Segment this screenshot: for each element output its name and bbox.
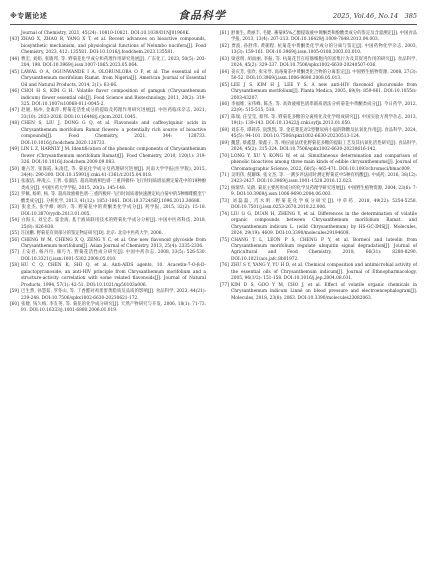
reference-entry <box>220 263 417 282</box>
reference-entry <box>10 218 206 231</box>
reference-entry <box>220 141 417 154</box>
reference-entry <box>220 154 417 173</box>
reference-entry <box>10 70 206 89</box>
reference-text: 刘东芬, 谭莉莎, 阮凯凯, 等. 金花菜花对2型糖尿病小鼠的降糖及抗氧化作用[J]. 食品科学, 2024, 45(5): 94-101. DOI:10.7506/spkx1002-6630-20230513-124. <box>231 127 417 140</box>
reference-text: 魏慧, 蔡鑫慧, 梁鑫子, 等. 响应面法优化野菊花多糖的提取工艺及其抗氧化活性研究[J]. 食品科学, 2024, 45(2): 315-324. DOI:10.7506/spkx1002-6630-20230616-142. <box>231 140 417 153</box>
reference-number: [56] <box>10 237 19 243</box>
reference-text: 王安君, 杨丹丹, 颜巧力. 野菊花活性成分研究[J]. 中国中药杂志, 2008, 33(5): 526-530. DOI:10.3321/j.issn:1001-5302.2008.05.010. <box>21 250 206 262</box>
reference-number: [47] <box>10 108 19 114</box>
reference-entry <box>10 192 206 205</box>
reference-text: 李福维, 宋伟峰, 陈杰, 等. 高效液相色谱串联质谱法分析菊花中黄酮类成分[J]. 今日药学, 2012, 22(9): 515-515, 518. <box>231 101 417 114</box>
reference-number: [53] <box>10 205 19 211</box>
reference-entry <box>220 57 417 70</box>
reference-entry <box>220 238 417 264</box>
reference-number: [77] <box>220 282 229 288</box>
reference-text: 梁意明, 胡雨丽, 李振, 等. 杭菊花苷在结肠细胞内的富集行为及其促进作用的研究[J]. 食品科学, 2024, 45(2): 329-337. DOI:10.7506/spkx1002-6630-20240507-036. <box>231 56 417 69</box>
reference-entry <box>220 102 417 115</box>
reference-number: [45] <box>10 69 19 75</box>
reference-text: 吴明伟, 倪耀珠, 张文杰, 等. 一测多评法同时测定野菊花中5种有机酸[J]. 中成药, 2016, 38(12): 2423-2427. DOI:10.3969/j.issn.1001-1528.2016.12.023. <box>231 172 417 185</box>
reference-number: [65] <box>220 82 229 88</box>
reference-text: KIM D S, GOO Y M, CHO J, et al. Effect of volatile organic chemicals in Chrysanthemum indicum Linné on blood pressure and electroencephalogram[J]. Molecules, 2018, 23(8): 2063. DOI:10.3390/molecules23082063. <box>231 282 417 301</box>
reference-number: [64] <box>220 69 229 75</box>
reference-text: CHOI H S, KIM G H. Volatile flavor composition of gamguk (Chrysanthemum indicum) flower essential oils[J]. Food Science and Biotechnology, 2011, 20(2): 319-325. DOI:10.1007/s10068-011-0045-2. <box>21 89 206 107</box>
reference-number: [61] <box>220 31 229 36</box>
reference-text: LAWAL O A, OGUNWANDE I A, OLORUNLOBA O F, et al. The essential oil of Chrysanthemum morifolium Ramat. from Nigeria[J]. American Journal of Essential Oil and Natural Products, 2014, 2(1): 63-66. <box>21 69 206 88</box>
reference-number: [44] <box>10 56 19 62</box>
reference-number: [49] <box>10 147 19 153</box>
reference-entry <box>220 212 417 238</box>
reference-entry <box>220 31 417 44</box>
reference-text: 陈瑞, 任莹莹, 蔡邦. 等. 野菊花多糖的分离纯化及化学组成研究[J]. 中国实验方剂学杂志, 2013, 19(1): 139-143. DOI:10.13422/j.cnki.syfjx.2013.01.050. <box>231 114 417 127</box>
reference-entry <box>10 289 206 302</box>
reference-entry <box>10 205 206 218</box>
reference-number: [75] <box>220 237 229 243</box>
reference-number: [58] <box>10 263 19 269</box>
reference-number: [60] <box>10 302 19 308</box>
journal-logo: 食品科学 <box>178 9 226 22</box>
reference-text: 曹宏, 刘娟, 张敏邦, 等. 野菊花化学成分和药理作用研究进展[J]. 广东化工, 2023, 50(5): 203-204, 198. DOI:10.3969/j.issn.1007-1865.2023.05.064. <box>21 56 206 69</box>
reference-text: 张淑洁, 钟凌云. 王智. 张淑洁. 超高效液相色谱-三重四极杆-飞行时间质谱法测定菊花中的19种酚类成分[J]. 中国医药大学学报, 2015, 20(3): 145-148. <box>21 179 206 191</box>
reference-text: 杨瑞华, 吴蔚. 菊花主要药用成分的化学及药理学研究进展[J]. 中国野生植物资源, 2004, 23(6): 7-9. DOI:10.3969/j.issn.1006-9690.2004.06.003. <box>231 185 417 198</box>
reference-number: [59] <box>10 289 19 295</box>
reference-number: [62] <box>220 43 229 49</box>
reference-text: 舒俊生, 黄丽丰, 毛健. 蕃菊95%乙醇提取液中黄酮类和酚酸类成分的鉴定及含量测定[J]. 中国食品学报, 2013, 13(4): 207-213. DOI:10.16429/j.1009-7848.2013.04.003. <box>231 31 417 43</box>
reference-number: [43] <box>10 37 19 43</box>
issue-info: 2025, Vol.46, No.14 385 <box>333 12 417 20</box>
reference-text: LEE J S, KIM H J, LEE Y S. A new anti-HIV flavonoid glucuronide from Chrysanthemum morifolium[J]. Planta Medica, 2005, 69(9): 859-861. DOI:10.1055/s-2003-43207. <box>231 82 417 101</box>
reference-text: 贾波, 孙舒伟, 黄朝程. 杭菊花中黄酮类化学成分的分离与鉴定[J]. 中国药物化学杂志, 2003, 13(3): 159-161. DOI:10.3969/j.issn.1005-0108.2003.03.010. <box>231 43 417 56</box>
reference-number: [57] <box>10 250 19 256</box>
reference-entry <box>220 173 417 186</box>
reference-entry <box>10 37 206 56</box>
reference-number: [48] <box>10 121 19 127</box>
reference-entry <box>10 179 206 192</box>
reference-number: [50] <box>10 166 19 172</box>
reference-text: 张婕, 钱久梅, 李友英, 等. 菊花的化学成分研究[J]. 天然产物研究与开发, 2006, 18(1): 71-73, 91. DOI:10.16333/j.1001-6880.2006.01.019. <box>21 302 206 314</box>
reference-text: 白海玉, 刘宝忠, 霍金海, 基于液质联用技术的野菊化学成分分析[J]. 中国中医药科技, 2018, 25(8): 826-830. <box>21 218 206 230</box>
reference-text: 汪国鹏. 野菊花有效部分的鉴定物证研究[D]. 北京: 北京中医药大学, 2006. <box>21 231 163 237</box>
reference-entry <box>10 167 206 180</box>
reference-number: [54] <box>10 218 19 224</box>
reference-entry <box>10 250 206 263</box>
reference-number: [68] <box>220 127 229 133</box>
reference-text: 赵媛, 杨冲, 金素萍. 野菊花活性成分的提取及药理作用研究进展[J]. 中医药临床杂志, 2021, 33(10): 2023-2026. DOI:10.16448/j.cjtcm.2021.1045. <box>21 108 206 120</box>
reference-number: [73] <box>220 198 229 204</box>
reference-text: 姜庆芳, 张欣, 张宋琴. 高毒菊茶中黄酮类化合物的分离鉴定[J]. 中国野生植物资源, 2008, 27(3): 50-52. DOI:10.3969/j.issn.1006-9690.2008.05.013. <box>231 69 417 82</box>
reference-entry <box>10 108 206 121</box>
reference-number: [52] <box>10 192 19 198</box>
page-header <box>0 0 427 26</box>
reference-number: [46] <box>10 89 19 95</box>
reference-entry <box>10 302 206 315</box>
reference-entry <box>220 128 417 141</box>
reference-text: 刘磊磊, 肖水明. 野菊花化学成分研究[J]. 中草药, 2018, 49(22): 5254-5258. DOI:10.7501/j.issn.0253-2670.2018.22.006. <box>231 198 417 211</box>
reference-number: [70] <box>220 153 229 159</box>
reference-number: [76] <box>220 263 229 269</box>
reference-text: 张金杰, 张学峰, 顾玲, 等. 野菊花中的黄酮类化学成分[J]. 药学报, 2015, 32(2): 15-18. DOI:10.3870/yydb.2013.01.005. <box>21 205 206 217</box>
reference-text: Journal of Chemistry, 2021, 45(24): 10810-10821. DOI:10.1039/D1NJ01960K. <box>21 31 190 36</box>
reference-text: LIN L Z, HARNLY J M. Identification of the phenolic components of Chrysanthemum flower (Chrysanthemum morifolium Ramat)[J]. Food Chemistry, 2010, 120(1): 319-326. DOI:10.1016/j.foodchem.2009.09.083. <box>21 147 206 166</box>
reference-text: CHANG T L, LEON P S, CHENG P Y, et al. Borneol and luteolin from Chrysanthemum morifolium regulate ubiquitin signal degradation[J]. Journal of Agricultural and Food Chemistry, 2018, 66(31): 8280-8290. DOI:10.1021/acs.jafc.8b01972. <box>231 237 417 262</box>
reference-number: [71] <box>220 172 229 178</box>
reference-text: CHEN S, LIU J, DONG G Q, et al. Flavonoids and caffeoylquinic acids in Chrysanthemum morifolium Ramat flowers: a potentially rich source of bioactive compounds[J]. Food Chemistry, 2021, 344: 128733. DOI:10.1016/j.foodchem.2020.128733. <box>21 121 206 146</box>
reference-number: [72] <box>220 185 229 191</box>
reference-text: LONG Y, XU Y, KONG W, et al. Simultaneous determination and comparison of phenolic bioactives among three main kinds of edible chrysanthemums[J]. Journal of Chromatographic Science, 2022, 60(5): 465-471. DOI:10.1093/chromsci/bmac009. <box>231 153 417 172</box>
reference-text: 谢占芳, 张保霞, 朱凌佳, 等. 菊花化学成分及药理研究进展[J]. 河南大学学报(医学版), 2015, 34(4): 290-300. DOI:10.15991/j.cnki.41-1361/r.2015.04.018. <box>21 166 206 178</box>
references-right-column <box>220 31 417 302</box>
reference-text: LIU G G, DUAN H, ZHENG Y, et al. Differences in the determination of volatile organic compounds between Chrysanthemum morifolium Ramat. and Chrysanthemum indicum L. (wild Chrysanthemum) by HS-GC-IMS[J]. Molecules, 2024, 29(19): 4609. DOI:10.3390/molecules29194609. <box>231 211 417 237</box>
reference-entry <box>10 238 206 251</box>
reference-text: 巴生然, 孙慧茹, 罗冬山, 等. 丁香醛对鸡蛋蛋黄脂质及品质的影响[J]. 食品科学, 2023, 44(21): 239-248. DOI:10.7506/spkx1002-6630-20230621-172. <box>21 289 206 301</box>
header-rule <box>10 24 417 25</box>
section-label: ※专题论述 <box>10 12 48 20</box>
reference-entry <box>10 89 206 108</box>
reference-text: CHENG W M, CHENG X Q, ZENG Y C, et al. One new flavonoid glycoside from Chrysanthemum morifolium[J]. Asian Journal of Chemistry, 2013, 25(4): 2335-2336. <box>21 237 206 249</box>
reference-number: [74] <box>220 211 229 217</box>
reference-number: [66] <box>220 101 229 107</box>
reference-entry <box>220 186 417 199</box>
reference-entry <box>220 199 417 212</box>
reference-number: [51] <box>10 179 19 185</box>
reference-text: ZHAO X, ZHAO R, YANG X T, et al. Recent advances on bioactive compounds, biosynthetic mechanism, and physiological functions of Nelumbo nucifera[J]. Food Chemistry, 2023, 412: 135581. DOI:10.1016/j.foodchem.2023.135581. <box>21 37 206 56</box>
reference-entry <box>220 283 417 302</box>
reference-text: ZHU S Y, YANG Y, YU H D, et al. Chemical composition and antimicrobial activity of the essential oils of Chrysanthemum indicum[J]. Journal of Ethnopharmacology, 2005, 96(1/2): 151-158. DOI:10.1016/j.jep.2004.08.031. <box>231 263 417 282</box>
reference-entry <box>220 44 417 57</box>
reference-entry <box>10 57 206 70</box>
reference-entry <box>10 147 206 166</box>
reference-entry <box>10 263 206 289</box>
reference-number: [55] <box>10 231 19 237</box>
reference-entry <box>220 83 417 102</box>
reference-number: [67] <box>220 114 229 120</box>
reference-number: [63] <box>220 56 229 62</box>
reference-text: 罗佩, 杨昕, 杨, 等. 超高效液相色谱-三重四极杆-飞行时间质谱快速测定杭白菊中的5种咖啡酰奎宁酸类成分[J]. 分析化学, 2013, 41(12): 1851-1861. DOI:10.3724/SP.J.1096.2013.30688. <box>21 192 206 204</box>
reference-number: [69] <box>220 140 229 146</box>
reference-entry <box>220 115 417 128</box>
reference-entry <box>10 121 206 147</box>
reference-entry <box>220 70 417 83</box>
reference-text: HU C Q, CHEN K, SHI Q, et al. Anti-AIDS agents, 10. Acacetin-7-O-β-D-galactopyranoside, an anti-HIV principle from Chrysanthemum morifolium and a structure-activity correlation with some related flavonoids[J]. Journal of Natural Products, 1994, 57(1): 42-51. DOI:10.1021/np50103a006. <box>21 263 206 288</box>
references-left-column <box>10 31 206 315</box>
